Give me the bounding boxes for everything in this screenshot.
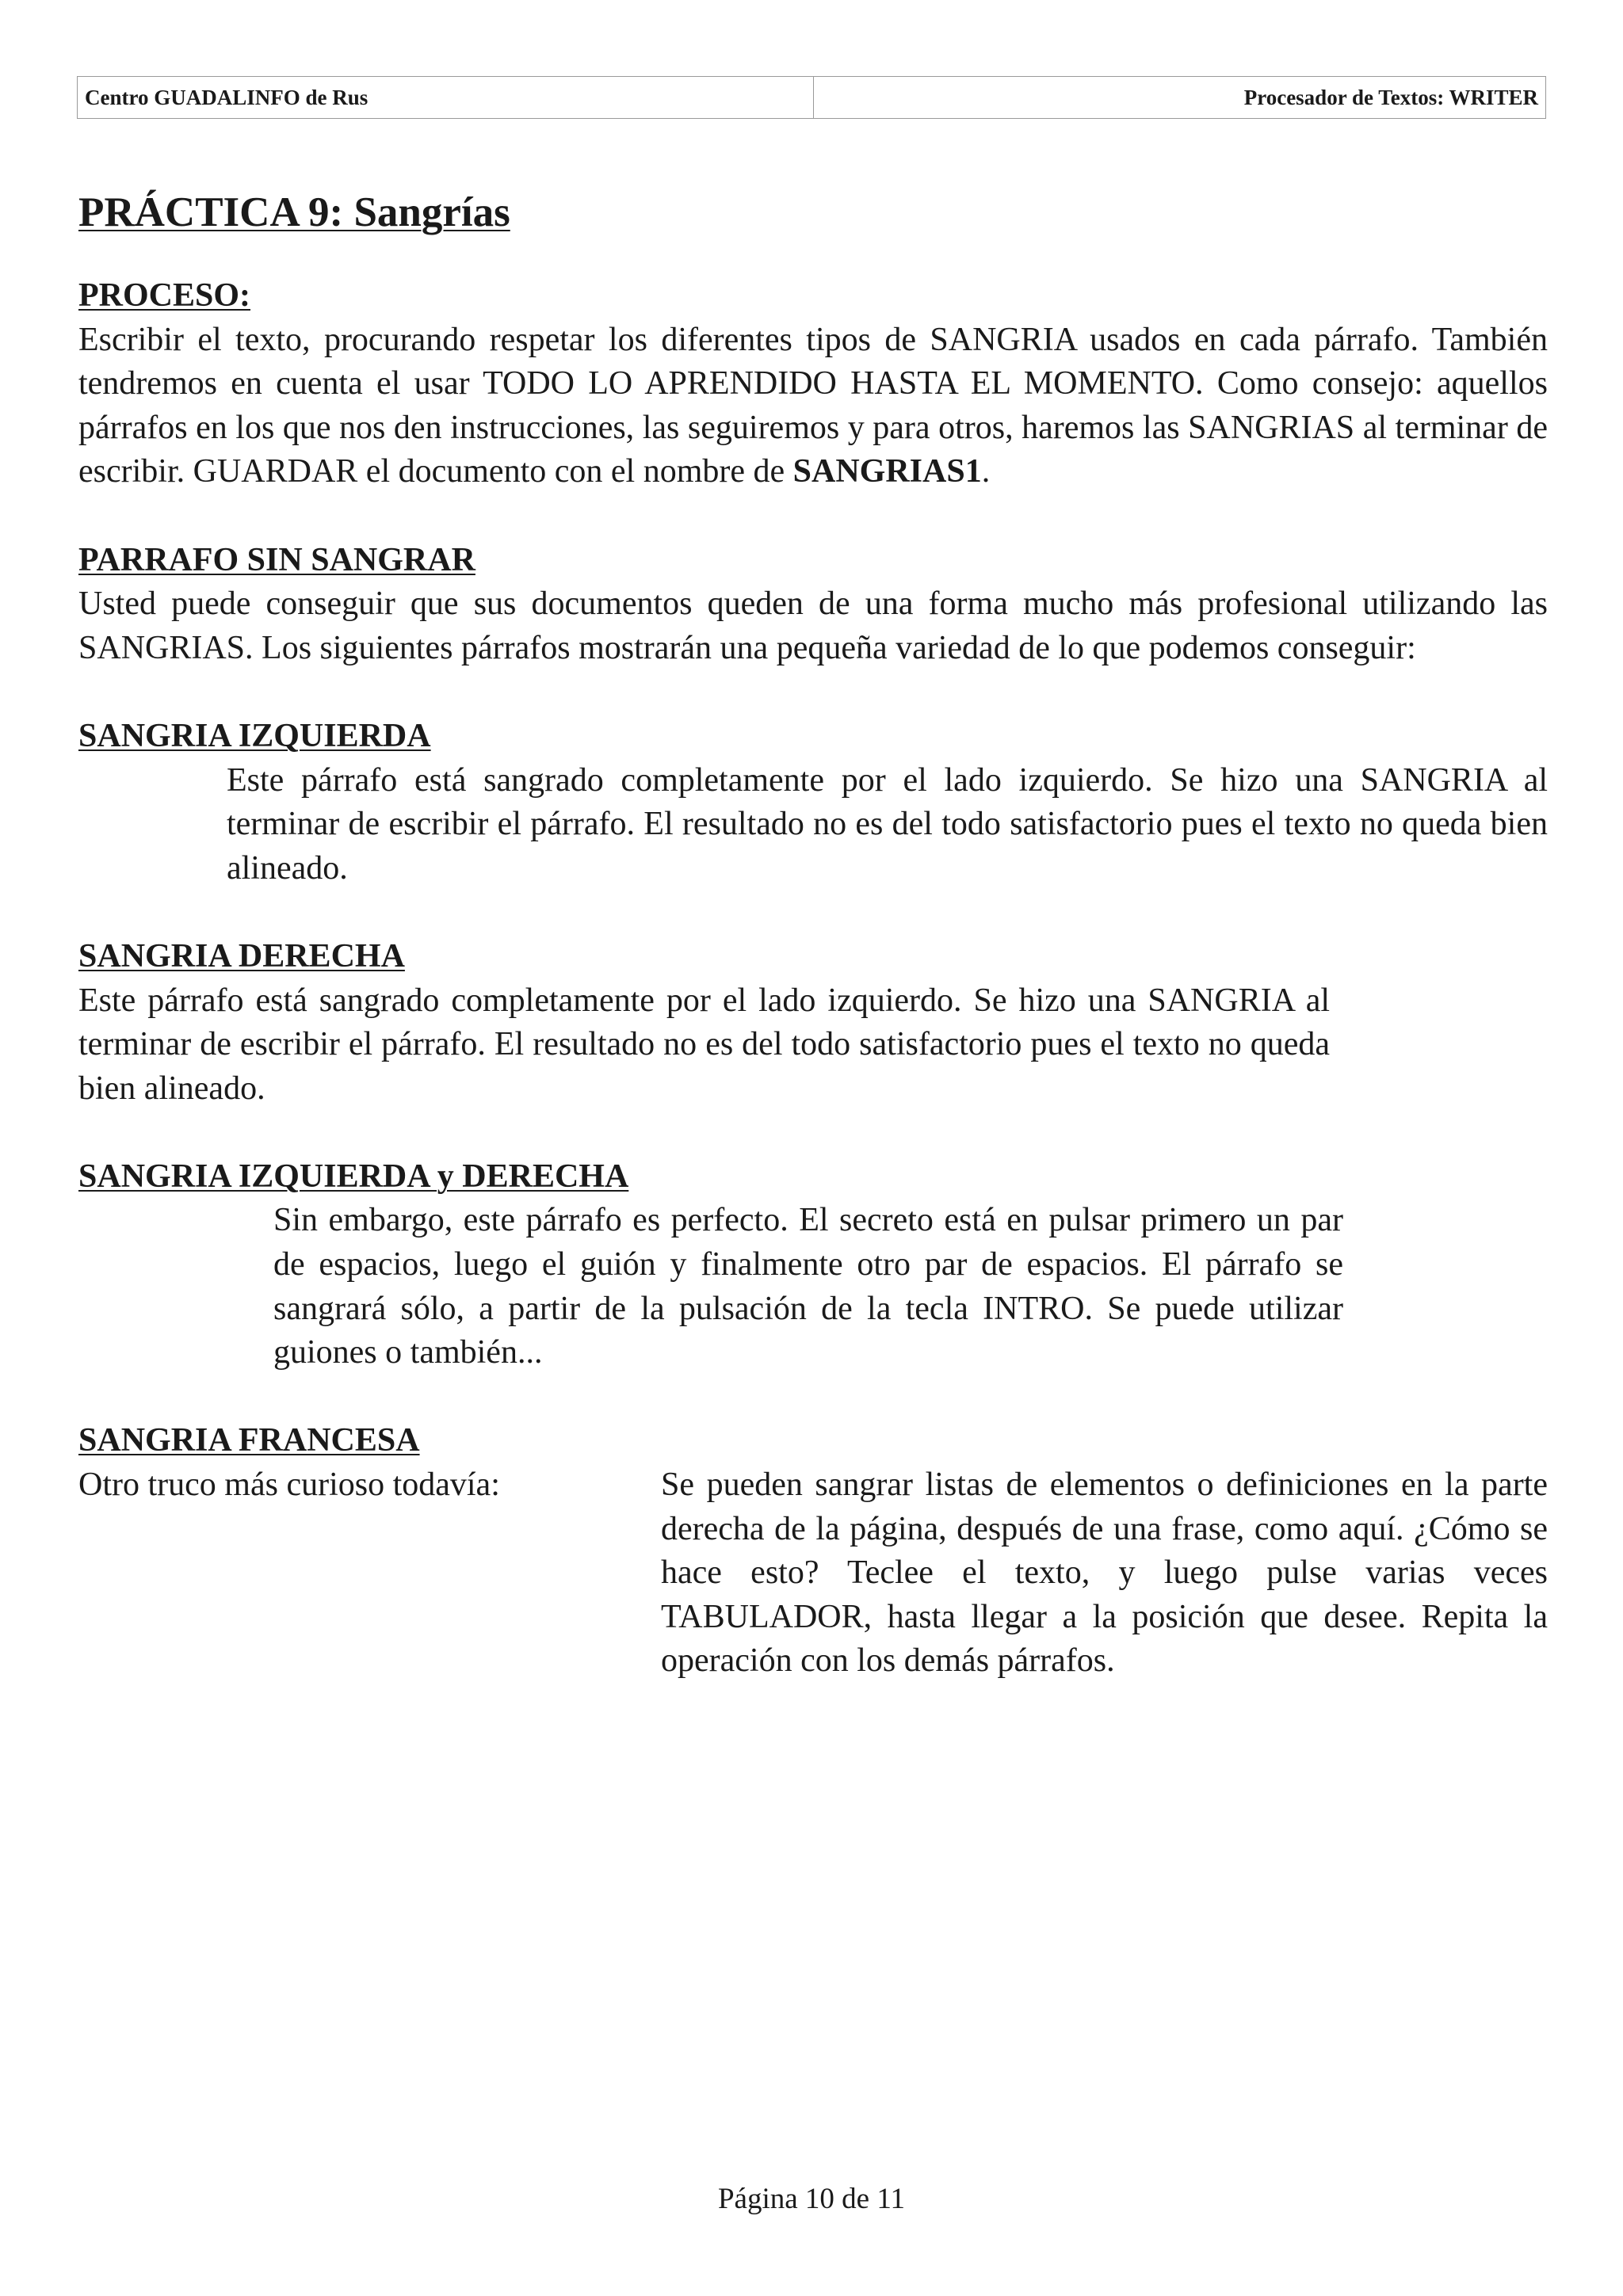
document-body <box>78 185 1548 1684</box>
izquierda-heading: SANGRIA IZQUIERDA <box>78 717 431 754</box>
page-number: Página 10 de 11 <box>717 2183 905 2215</box>
sin-sangrar-heading: PARRAFO SIN SANGRAR <box>78 541 475 578</box>
header-course-name: Procesador de Textos: WRITER <box>1243 85 1538 109</box>
proceso-paragraph <box>78 318 1548 494</box>
francesa-block <box>78 1463 1548 1684</box>
proceso-filename: SANGRIAS1 <box>792 453 982 490</box>
proceso-end: . <box>981 453 991 490</box>
proceso-text: Escribir el texto, procurando respetar los diferentes tipos de SANGRIA usados en cada párrafo. También tendremos en cuenta el usar TODO LO APRENDIDO HASTA EL MOMENTO. Como consejo: aquellos párrafos en los que nos den instrucciones, las seguiremos y para otros, haremos las SANGRIAS al terminar de escribir. GUARDAR el documento con el nombre de <box>78 321 1548 490</box>
sin-sangrar-paragraph: Usted puede conseguir que sus documentos queden de una forma mucho más profesional utilizando las SANGRIAS. Los siguientes párrafos mostrarán una pequeña variedad de lo que podemos conseguir: <box>78 585 1548 666</box>
page-header <box>77 76 1546 119</box>
proceso-heading: PROCESO: <box>78 277 251 314</box>
derecha-paragraph: Este párrafo está sangrado completamente por el lado izquierdo. Se hizo una SANGRIA al terminar de escribir el párrafo. El resultado no es del todo satisfactorio pues el texto no queda bien alineado. <box>78 982 1330 1107</box>
page-title: PRÁCTICA 9: Sangrías <box>78 189 510 235</box>
ambas-heading: SANGRIA IZQUIERDA y DERECHA <box>78 1158 629 1195</box>
francesa-term: Otro truco más curioso todavía: <box>78 1466 500 1504</box>
francesa-heading: SANGRIA FRANCESA <box>78 1422 420 1459</box>
izquierda-paragraph: Este párrafo está sangrado completamente por el lado izquierdo. Se hizo una SANGRIA al terminar de escribir el párrafo. El resultado no es del todo satisfactorio pues el texto no queda bien alineado. <box>227 761 1548 887</box>
ambas-paragraph: Sin embargo, este párrafo es perfecto. El secreto está en pulsar primero un par de espacios, luego el guión y finalmente otro par de espacios. El párrafo se sangrará sólo, a partir de la pulsación de la tecla INTRO. Se puede utilizar guiones o también... <box>273 1202 1343 1371</box>
derecha-heading: SANGRIA DERECHA <box>78 937 405 974</box>
francesa-definition: Se pueden sangrar listas de elementos o definiciones en la parte derecha de la página, después de una frase, como aquí. ¿Cómo se hace esto? Teclee el texto, y luego pulse varias veces TABULADOR, hasta llegar a la posición que desee. Repita la operación con los demás párrafos. <box>661 1466 1548 1680</box>
header-center-name: Centro GUADALINFO de Rus <box>78 77 814 118</box>
